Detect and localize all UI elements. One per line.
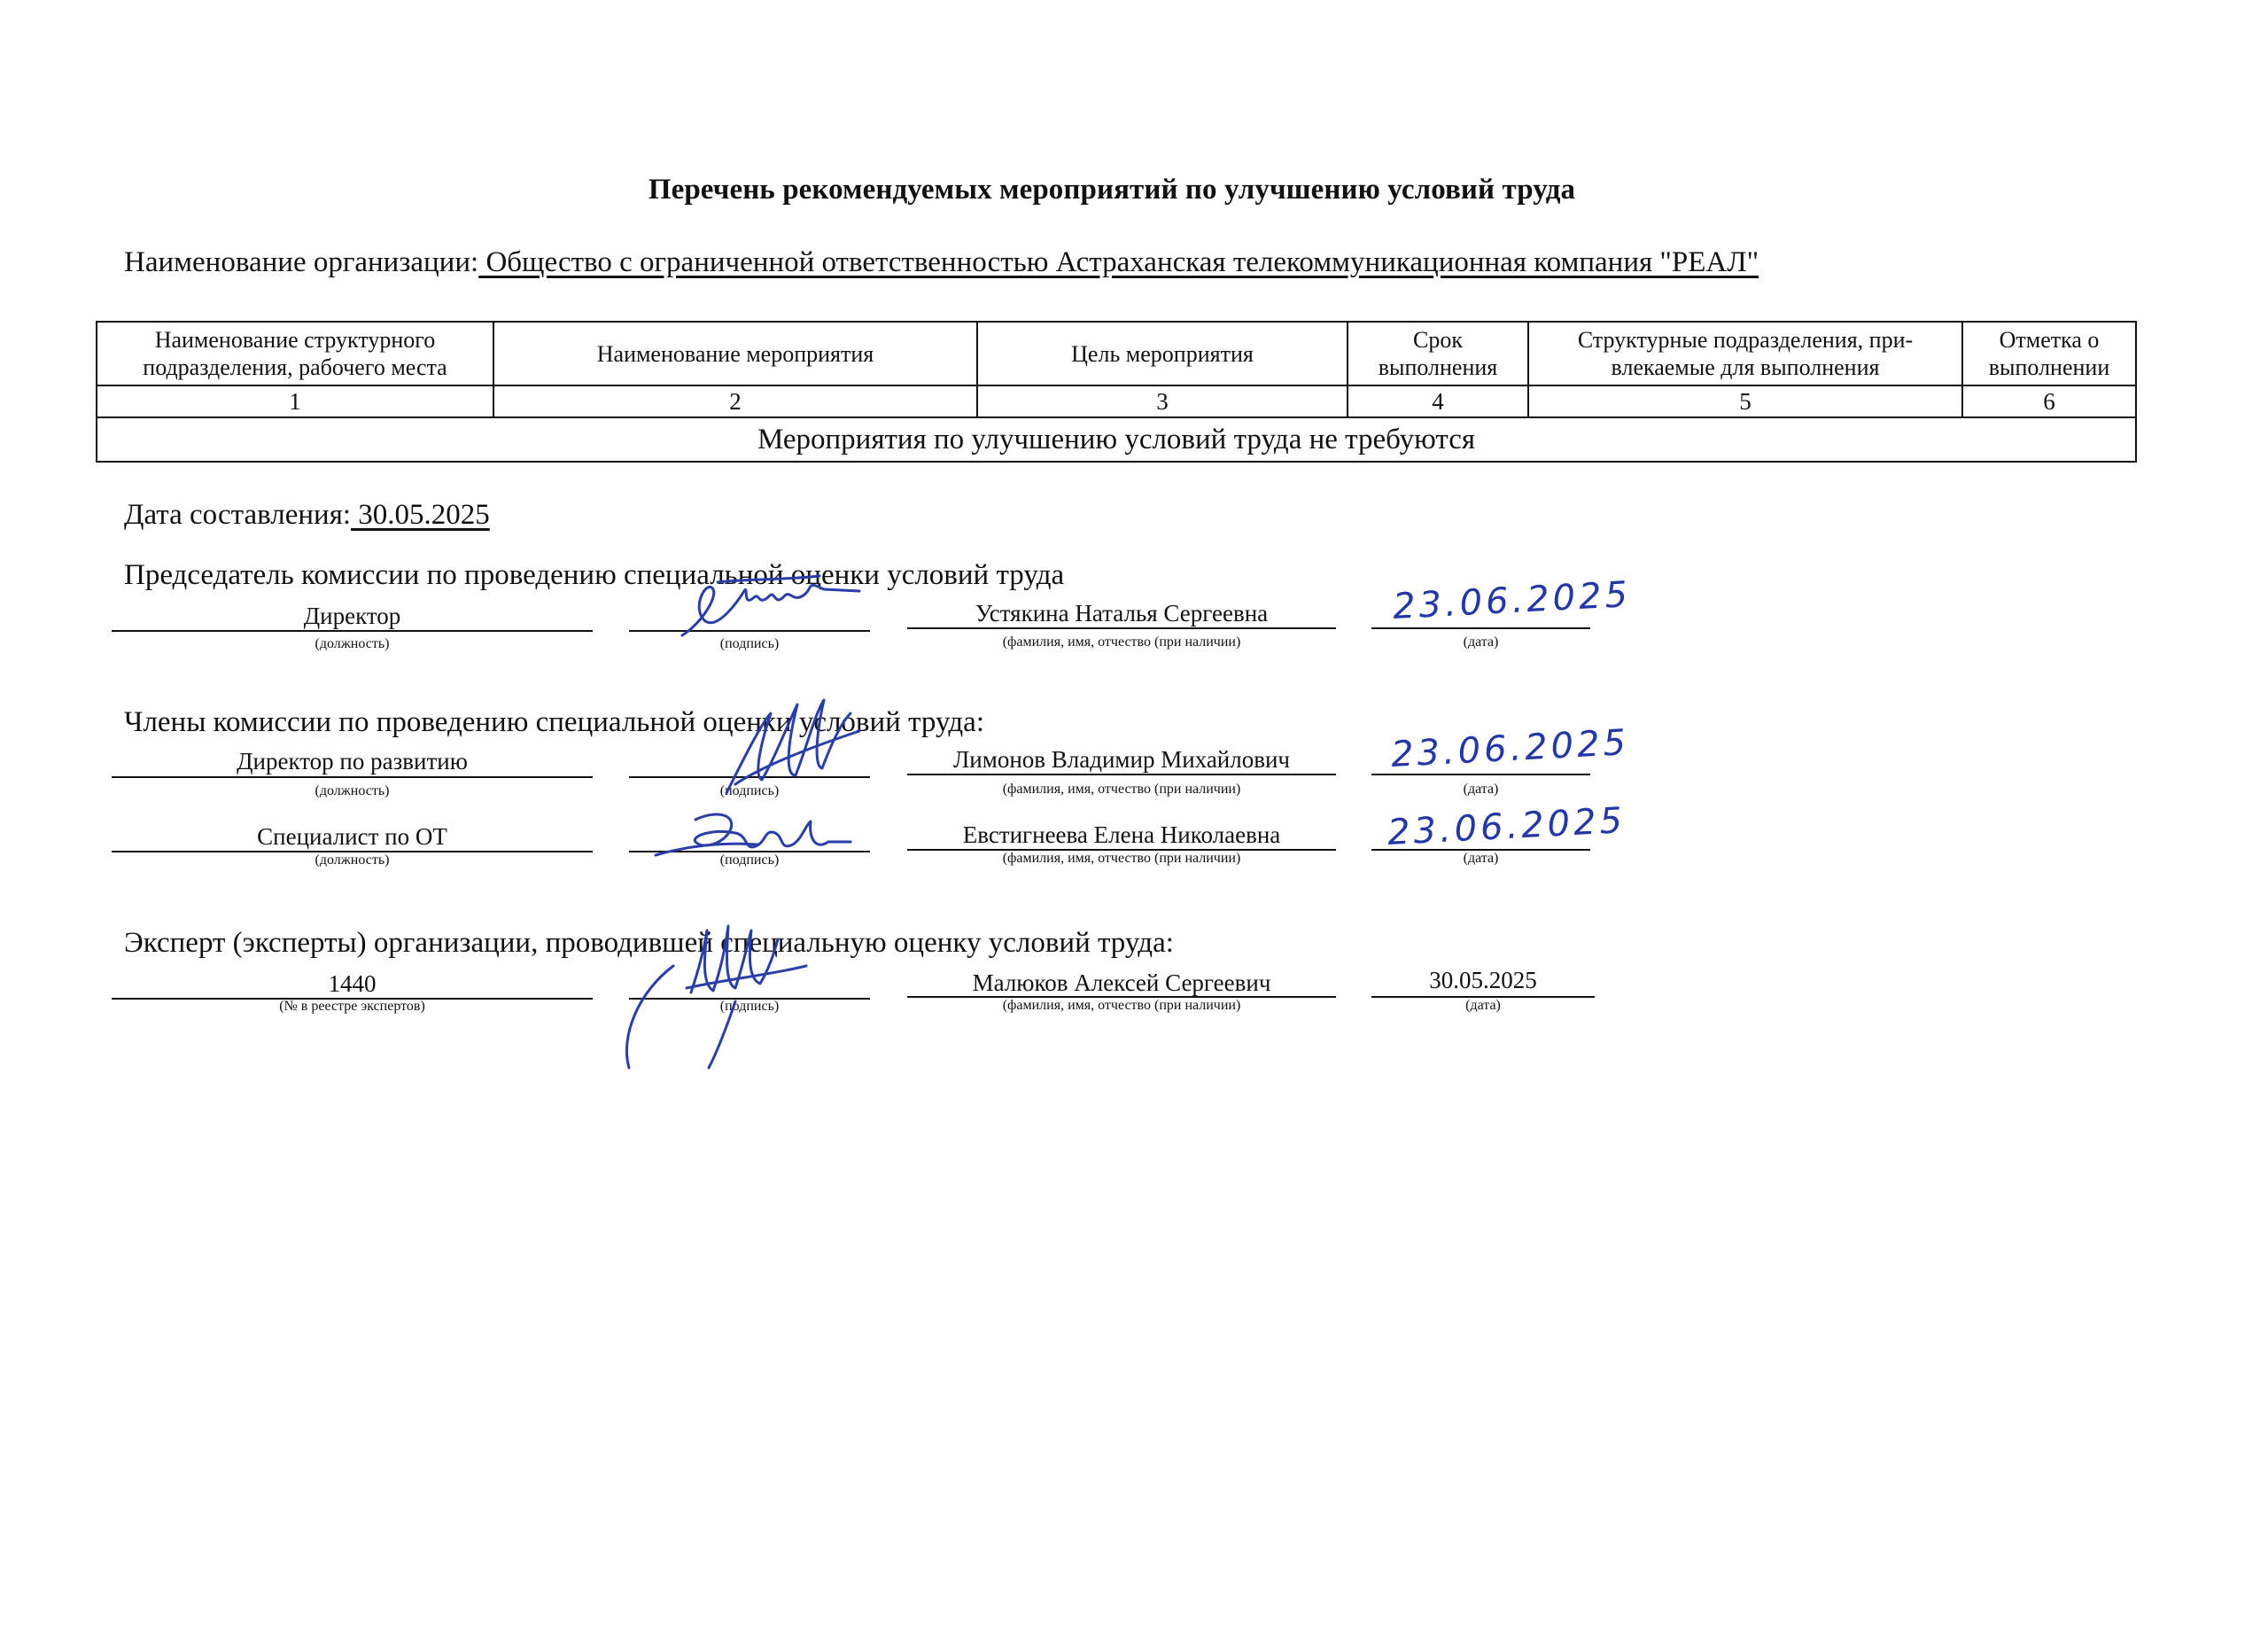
member-2-signature (651, 802, 855, 864)
chair-name: Устякина Наталья Сергеевна (975, 600, 1269, 627)
signature-line (1371, 627, 1590, 629)
expert-heading: Эксперт (эксперты) организации, проводившей специальную оценку условий труда: (124, 927, 1174, 959)
member-2-position: Специалист по ОТ (257, 823, 447, 850)
caption-signature: (подпись) (719, 999, 780, 1014)
header-cell-completion: Отметка о выполнении (1962, 322, 2136, 385)
caption-position: (должность) (315, 852, 390, 868)
signature-line (112, 776, 593, 778)
column-number: 1 (97, 385, 493, 417)
members-heading: Члены комиссии по проведению специальной оценки условий труда: (124, 706, 985, 738)
caption-fio: (фамилия, имя, отчество (при наличии) (1002, 634, 1241, 650)
member-2-handwritten-date: 23.06.2025 (1386, 799, 1627, 854)
column-number: 6 (1962, 385, 2136, 417)
chair-signature (664, 572, 868, 642)
member-1-position: Директор по развитию (237, 748, 468, 774)
caption-date: (дата) (1463, 851, 1499, 866)
caption-position: (должность) (315, 636, 390, 651)
chair-position: Директор (303, 603, 401, 629)
signature-line (907, 627, 1336, 629)
expert-registry-number: 1440 (328, 970, 377, 997)
signature-line (907, 774, 1336, 775)
caption-registry: (№ в реестре экспертов) (279, 999, 425, 1014)
organization-row (124, 246, 1759, 279)
caption-date: (дата) (1463, 634, 1499, 650)
column-number: 3 (977, 385, 1348, 417)
column-number: 2 (493, 385, 977, 417)
header-cell-departments: Структурные подразделения, при-влекаемые для выполнения (1528, 322, 1962, 385)
caption-fio: (фамилия, имя, отчество (при наличии) (1002, 782, 1241, 797)
header-cell-measure: Наименование мероприятия (493, 322, 977, 385)
caption-date: (дата) (1463, 782, 1499, 797)
compilation-date-value: 30.05.2025 (351, 499, 490, 531)
signature-line (112, 630, 593, 632)
expert-date: 30.05.2025 (1429, 967, 1537, 993)
header-cell-unit: Наименование структурного подразделения, рабочего места (97, 322, 493, 385)
caption-date: (дата) (1465, 998, 1501, 1013)
no-measures-message: Мероприятия по улучшению условий труда не требуются (97, 417, 2136, 462)
member-1-name: Лимонов Владимир Михайлович (952, 746, 1291, 773)
organization-label: Наименование организации: (124, 246, 479, 278)
header-cell-goal: Цель мероприятия (977, 322, 1348, 385)
column-number: 4 (1348, 385, 1528, 417)
measures-table (96, 321, 2137, 463)
expert-name: Малюков Алексей Сергеевич (972, 969, 1271, 996)
caption-signature: (подпись) (719, 852, 780, 868)
chair-heading: Председатель комиссии по проведению специальной оценки условий труда (124, 559, 1065, 591)
column-number: 5 (1528, 385, 1962, 417)
organization-name: Общество с ограниченной ответственностью Астраханская телекоммуникационная компания "РЕАЛ" (478, 246, 1759, 278)
signature-line (1371, 774, 1590, 775)
caption-fio: (фамилия, имя, отчество (при наличии) (1002, 998, 1241, 1013)
chair-handwritten-date: 23.06.2025 (1391, 573, 1633, 628)
table-number-row (97, 385, 2136, 417)
document-title: Перечень рекомендуемых мероприятий по улучшению условий труда (648, 174, 1576, 206)
caption-fio: (фамилия, имя, отчество (при наличии) (1002, 851, 1241, 866)
member-2-name: Евстигнеева Елена Николаевна (962, 821, 1281, 848)
compilation-date-row (124, 499, 490, 532)
member-1-signature (700, 687, 877, 802)
header-cell-deadline: Срок выполнения (1348, 322, 1528, 385)
compilation-date-label: Дата составления: (124, 499, 352, 531)
expert-signature (602, 913, 815, 1072)
table-message-row (97, 417, 2136, 462)
member-1-handwritten-date: 23.06.2025 (1389, 721, 1631, 776)
caption-signature: (подпись) (719, 636, 780, 651)
table-header-row (97, 322, 2136, 385)
caption-position: (должность) (315, 783, 390, 798)
caption-signature: (подпись) (719, 783, 780, 798)
